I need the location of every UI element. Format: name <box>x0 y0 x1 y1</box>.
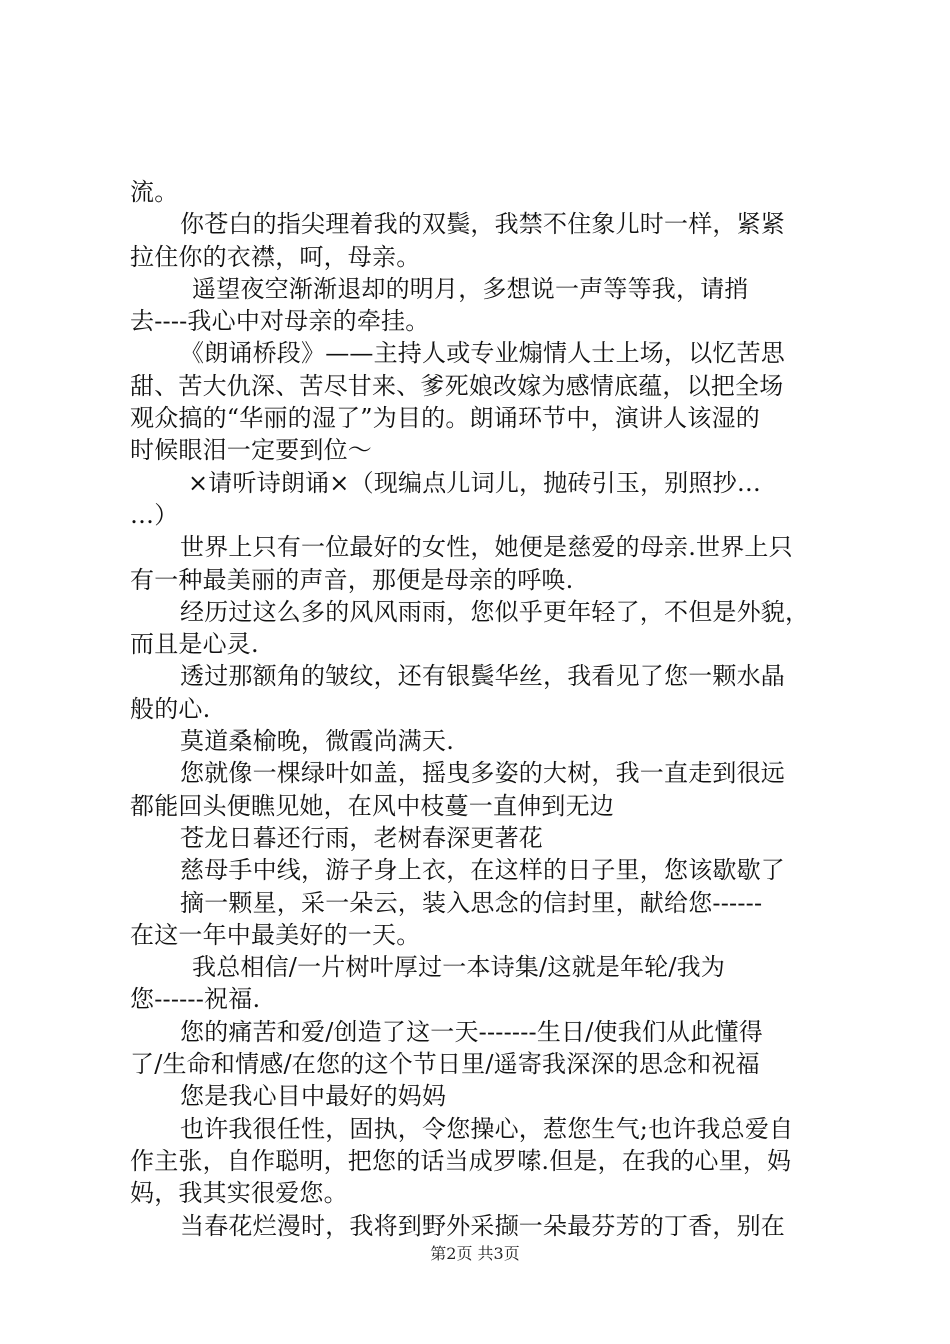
text-line: 有一种最美丽的声音，那便是母亲的呼唤. <box>130 565 574 594</box>
text-line: 摘一颗星，采一朵云，装入思念的信封里，献给您------ <box>180 888 763 917</box>
page-footer <box>0 1244 950 1264</box>
text-line: 在这一年中最美好的一天。 <box>130 920 421 949</box>
text-line: 世界上只有一位最好的女性，她便是慈爱的母亲.世界上只 <box>180 533 793 562</box>
text-line: ×请听诗朗诵×（现编点儿词儿，抛砖引玉，别照抄… <box>188 468 762 497</box>
text-line: 经历过这么多的风风雨雨，您似乎更年轻了，不但是外貌， <box>180 597 810 626</box>
text-line: 慈母手中线，游子身上衣，在这样的日子里，您该歇歇了 <box>180 856 785 885</box>
document-body <box>130 176 835 1242</box>
text-line: 般的心. <box>130 694 211 723</box>
text-line: 妈，我其实很爱您。 <box>130 1179 348 1208</box>
text-line: 苍龙日暮还行雨，老树春深更著花 <box>180 823 543 852</box>
text-line: 而且是心灵. <box>130 630 259 659</box>
text-line: 流。 <box>130 178 179 206</box>
text-line: 观众搞的“华丽的湿了”为目的。朗诵环节中，演讲人该湿的 <box>130 404 760 433</box>
text-line: 都能回头便瞧见她，在风中枝蔓一直伸到无边 <box>130 791 614 820</box>
text-line: 时候眼泪一定要到位～ <box>130 436 372 465</box>
text-line: 甜、苦大仇深、苦尽甘来、爹死娘改嫁为感情底蕴，以把全场 <box>130 371 784 400</box>
text-line: 透过那额角的皱纹，还有银鬓华丝，我看见了您一颗水晶 <box>180 662 785 691</box>
text-line: 了/生命和情感/在您的这个节日里/遥寄我深深的思念和祝福 <box>130 1050 760 1079</box>
text-line: 也许我很任性，固执，令您操心，惹您生气;也许我总爱自 <box>180 1114 794 1143</box>
text-line: 当春花烂漫时，我将到野外采撷一朵最芬芳的丁香，别在 <box>180 1211 785 1240</box>
text-line: 去----我心中对母亲的牵挂。 <box>130 307 430 336</box>
page-number-label: 第2页 共3页 <box>430 1244 520 1263</box>
text-line: 您------祝福. <box>130 985 261 1014</box>
text-line: 您的痛苦和爱/创造了这一天-------生日/使我们从此懂得 <box>180 1017 763 1046</box>
text-line: 你苍白的指尖理着我的双鬓，我禁不住象儿时一样，紧紧 <box>180 210 785 239</box>
text-line: 作主张，自作聪明，把您的话当成罗嗦.但是，在我的心里，妈 <box>130 1146 792 1175</box>
text-line: 《朗诵桥段》——主持人或专业煽情人士上场，以忆苦思 <box>180 339 785 368</box>
text-line: 遥望夜空渐渐退却的明月，多想说一声等等我，请捎 <box>192 274 749 303</box>
text-line: 您就像一棵绿叶如盖，摇曳多姿的大树，我一直走到很远 <box>180 759 785 788</box>
text-line: 莫道桑榆晚，微霞尚满天. <box>180 727 455 756</box>
text-line: 您是我心目中最好的妈妈 <box>180 1082 447 1111</box>
text-line: 拉住你的衣襟，呵，母亲。 <box>130 242 421 271</box>
text-line: …） <box>130 500 179 529</box>
text-line: 我总相信/一片树叶厚过一本诗集/这就是年轮/我为 <box>192 953 726 982</box>
